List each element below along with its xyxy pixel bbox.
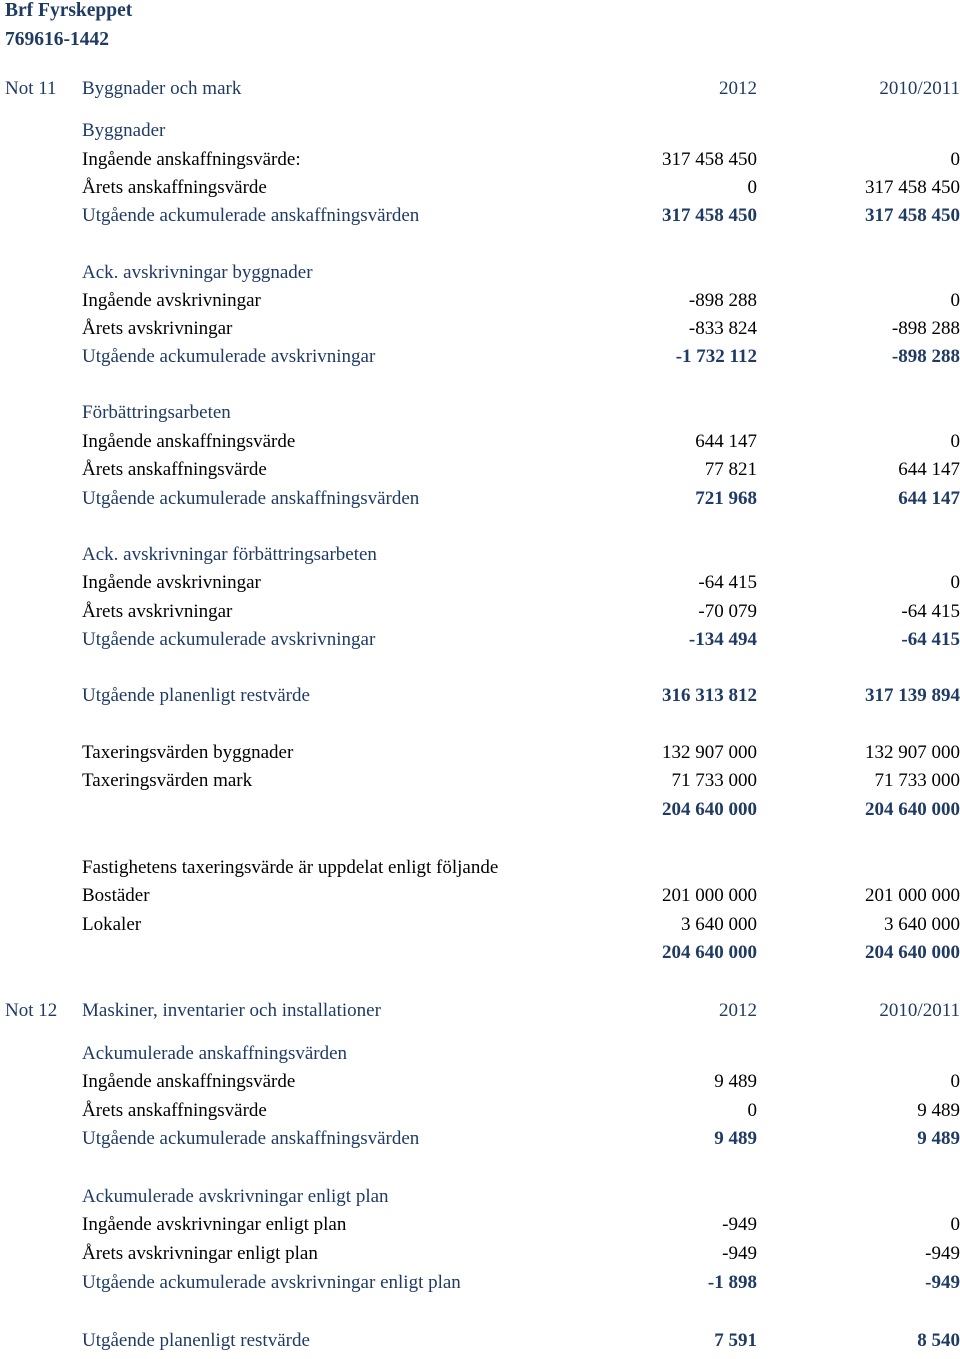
table-row: Årets anskaffningsvärde 0 9 489 xyxy=(82,1100,960,1121)
total-row: Utgående ackumulerade anskaffningsvärden 721 968 644 147 xyxy=(82,488,960,509)
section-heading: Fastighetens taxeringsvärde är uppdelat enligt följande xyxy=(82,857,499,878)
total-row: Utgående ackumulerade anskaffningsvärden 317 458 450 317 458 450 xyxy=(82,205,960,226)
table-row: Ingående avskrivningar enligt plan -949 0 xyxy=(82,1214,960,1235)
table-row: Årets avskrivningar -70 079 -64 415 xyxy=(82,601,960,622)
year-header: 2012 xyxy=(719,78,757,99)
total-row: 204 640 000 204 640 000 xyxy=(662,799,960,820)
total-row: 204 640 000 204 640 000 xyxy=(662,942,960,963)
table-row: Ingående anskaffningsvärde: 317 458 450 0 xyxy=(82,149,960,170)
table-row: Ingående avskrivningar -64 415 0 xyxy=(82,572,960,593)
org-name: Brf Fyrskeppet xyxy=(5,0,133,21)
year-header: 2010/2011 xyxy=(879,1000,960,1021)
section-heading: Ackumulerade anskaffningsvärden xyxy=(82,1043,348,1064)
note11-title-row xyxy=(0,76,960,102)
note-title: Byggnader och mark xyxy=(82,78,242,99)
restvarde-row: Utgående planenligt restvärde 7 591 8 540 xyxy=(82,1330,960,1351)
section-heading: Ack. avskrivningar byggnader xyxy=(82,262,313,283)
total-row: Utgående ackumulerade avskrivningar -134 494 -64 415 xyxy=(82,629,960,650)
table-row: Årets avskrivningar enligt plan -949 -949 xyxy=(82,1243,960,1264)
total-row: Utgående ackumulerade avskrivningar enligt plan -1 898 -949 xyxy=(82,1272,960,1293)
table-row: Ingående anskaffningsvärde 644 147 0 xyxy=(82,431,960,452)
note12-title-row xyxy=(0,998,960,1024)
org-number: 769616-1442 xyxy=(5,29,109,50)
table-row: Ingående anskaffningsvärde 9 489 0 xyxy=(82,1071,960,1092)
section-heading: Förbättringsarbeten xyxy=(82,402,231,423)
section-heading: Byggnader xyxy=(82,120,166,141)
table-row: Årets anskaffningsvärde 0 317 458 450 xyxy=(82,177,960,198)
total-row: Utgående ackumulerade avskrivningar -1 732 112 -898 288 xyxy=(82,346,960,367)
note-title: Maskiner, inventarier och installationer xyxy=(82,1000,381,1021)
table-row: Bostäder 201 000 000 201 000 000 xyxy=(82,885,960,906)
year-header: 2010/2011 xyxy=(879,78,960,99)
table-row: Årets avskrivningar -833 824 -898 288 xyxy=(82,318,960,339)
table-row: Taxeringsvärden mark 71 733 000 71 733 000 xyxy=(82,770,960,791)
restvarde-row: Utgående planenligt restvärde 316 313 812 317 139 894 xyxy=(82,685,960,706)
note-number: Not 11 xyxy=(5,78,57,99)
note-number: Not 12 xyxy=(5,1000,58,1021)
table-row: Årets anskaffningsvärde 77 821 644 147 xyxy=(82,459,960,480)
document-header xyxy=(5,0,132,58)
year-header: 2012 xyxy=(719,1000,757,1021)
table-row: Taxeringsvärden byggnader 132 907 000 132 907 000 xyxy=(82,742,960,763)
section-heading: Ack. avskrivningar förbättringsarbeten xyxy=(82,544,377,565)
table-row: Lokaler 3 640 000 3 640 000 xyxy=(82,914,960,935)
section-heading: Ackumulerade avskrivningar enligt plan xyxy=(82,1186,389,1207)
total-row: Utgående ackumulerade anskaffningsvärden 9 489 9 489 xyxy=(82,1128,960,1149)
table-row: Ingående avskrivningar -898 288 0 xyxy=(82,290,960,311)
